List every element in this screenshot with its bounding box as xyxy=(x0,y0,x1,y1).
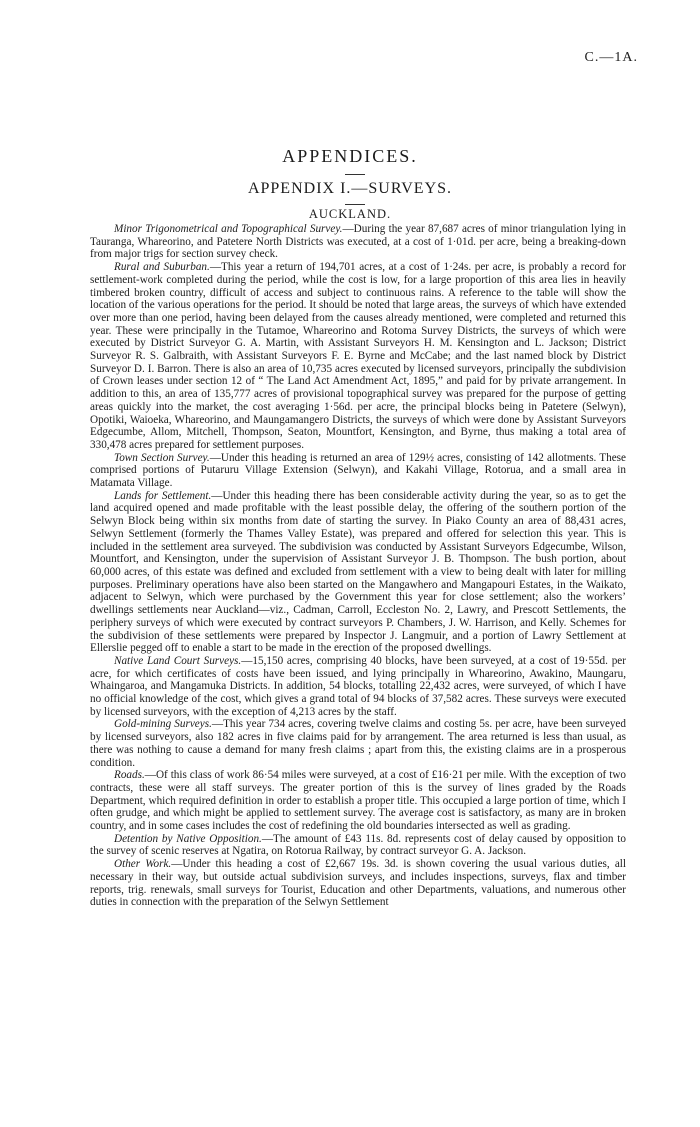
paragraph-label: Gold-mining Surveys. xyxy=(114,718,212,731)
paragraph-text: —During the year 87,687 acres of minor triangulation lying in Tauranga, Whareorino, and Patetere North Districts was executed, at a cost of 1·01d. per acre, being a breaking-down from major trigs for section survey check. xyxy=(90,223,626,261)
paragraph-label: Minor Trigonometrical and Topographical Survey. xyxy=(114,223,343,235)
paragraph-label: Detention by Native Opposition. xyxy=(114,832,262,845)
document-reference: C.—1A. xyxy=(584,50,638,65)
title-divider xyxy=(345,174,365,175)
paragraph-label: Roads. xyxy=(114,769,145,782)
paragraph-town-section xyxy=(90,452,626,490)
paragraph-lands-settlement xyxy=(90,490,626,655)
paragraph-minor-trig xyxy=(90,223,626,261)
region-heading: AUCKLAND. xyxy=(308,207,392,221)
paragraph-native-land-court xyxy=(90,655,626,719)
paragraph-label: Rural and Suburban. xyxy=(114,261,210,274)
paragraph-text: —Of this class of work 86·54 miles were surveyed, at a cost of £16·21 per mile. With the exception of two contracts, these were all staff surveys. The greater portion of this is the survey of lines graded by the Roads Department, which required definition in order to establish a proper title. This occupied a large portion of time, which I often grudge, and which might be applied to settlement survey. The average cost is satisfactory, as many are in broken country, and in some cases includes the cost of redefining the old boundaries intersected as well as grading. xyxy=(90,769,626,833)
paragraph-text: —This year a return of 194,701 acres, at a cost of 1·24s. per acre, is probably a record for settlement-work completed during the period, while the cost is low, for a large proportion of this area lies in heavily timbered broken country, difficult of access and subject to continuous rains. A reference to the table will show the location of the various operations for the period. It should be noted that large areas, the surveys of which have extended over more than one period, having been delayed from the causes already mentioned, were completed and returned this year. These were principally in the Tutamoe, Whareorino and Rotoma Survey Districts, the surveys of which were executed by District Surveyor G. A. Martin, with Assistant Surveyors H. M. Kensington and L. Jackson; District Surveyor R. S. Galbraith, with Assistant Surveyors F. E. Byrne and McCabe; and the last named block by District Surveyor D. I. Barron. There is also an area of 10,735 acres executed by licensed surveyors, principally the subdivision of Crown leases under section 12 of “ The Land Act Amendment Act, 1895,” and paid for by private arrangement. In addition to this, an area of 135,777 acres of provisional topographical survey was prepared for the purpose of getting areas quickly into the market, the cost averaging 1·56d. per acre, the principal blocks being in Patetere (Selwyn), Opotiki, Waioeka, Whareorino, and Maungamangero Districts, the surveys of which were done by Assistant Surveyors Edgecumbe, Allom, Mitchell, Thompson, Seaton, Mountfort, Kensington, and Byrne, thus making a total area of 330,478 acres prepared for settlement purposes. xyxy=(90,261,626,451)
paragraph-label: Other Work. xyxy=(114,858,172,871)
page-title: APPENDICES. xyxy=(282,146,418,166)
subtitle-divider xyxy=(345,204,365,205)
paragraph-text: —Under this heading a cost of £2,667 19s. 3d. is shown covering the usual various duties, all necessary in their way, but outside actual subdivision surveys, and includes inspections, surveys, flax and timber reports, trig. renewals, small surveys for Tourist, Education and other Departments, valuations, and numerous other duties in connection with the preparation of the Selwyn Settlement xyxy=(90,858,626,909)
document-body xyxy=(90,223,626,909)
paragraph-label: Native Land Court Surveys. xyxy=(114,654,242,667)
paragraph-label: Town Section Survey. xyxy=(114,451,210,464)
paragraph-text: —Under this heading is returned an area of 129½ acres, consisting of 142 allotments. These comprised portions of Putaruru Village Extension (Selwyn), and Kakahi Village, Rotorua, and a small area in Matamata Village. xyxy=(90,451,627,490)
paragraph-rural-suburban xyxy=(90,261,626,452)
paragraph-roads xyxy=(90,769,626,833)
paragraph-text: —The amount of £43 11s. 8d. represents cost of delay caused by opposition to the survey of scenic reserves at Ngatira, on Rotorua Railway, by contract surveyor G. A. Jackson. xyxy=(90,832,626,858)
paragraph-text: —This year 734 acres, covering twelve claims and costing 5s. per acre, have been surveyed by licensed surveyors, also 182 acres in five claims paid for by arrangement. The area returned is less than usual, as there was nothing to cause a demand for many fresh claims ; apart from this, the existing claims are in a prosperous condition. xyxy=(90,718,626,769)
paragraph-text: —Under this heading there has been considerable activity during the year, so as to get the land acquired opened and made profitable with the least possible delay, the offering of the southern portion of the Selwyn Block being within six months from date of starting the survey. In Piako County an area of 88,431 acres, Selwyn Settlement (formerly the Thames Valley Estate), was prepared and offered for selection this year. This is included in the settlement area surveyed. The subdivision was conducted by Assistant Surveyors Edgecumbe, Wilson, Mountfort, and Kensington, under the supervision of Assistant Surveyor J. B. Thompson. The bush portion, about 60,000 acres, of this estate was defined and excluded from settlement with a view to being dealt with later for milling purposes. Preliminary operations have also been started on the Mangawhero and Mangapouri Estates, in the Waikato, adjacent to Selwyn, which were purchased by the Government this year for close settlement; also the workers’ dwellings settlements near Auckland—viz., Cadman, Carroll, Eccleston No. 2, Lawry, and Prescott Settlements, the periphery surveys of which were executed by contract surveyors P. Chambers, J. W. Harrison, and Kelly. Schemes for the subdivision of these settlements were prepared by Inspector J. Langmuir, and a portion of Lawry Settlement at Ellerslie pegged off to enable a start to be made in the erection of the proposed dwellings. xyxy=(90,489,626,655)
paragraph-label: Lands for Settlement. xyxy=(114,489,212,502)
paragraph-detention xyxy=(90,833,626,858)
paragraph-text: —15,150 acres, comprising 40 blocks, have been surveyed, at a cost of 19·55d. per acre, for which certificates of costs have been issued, and lying principally in Whareorino, Awakino, Maungaru, Whaingaroa, and Mangamuka Districts. In addition, 54 blocks, totalling 22,432 acres, were surveyed, of which I have no official knowledge of the cost, which gives a grand total of 94 blocks of 37,582 acres. These surveys were executed by licensed surveyors, with the exception of 4,213 acres by the staff. xyxy=(90,654,626,718)
paragraph-gold-mining xyxy=(90,718,626,769)
appendix-heading: APPENDIX I.—SURVEYS. xyxy=(247,180,453,197)
paragraph-other-work xyxy=(90,858,626,909)
